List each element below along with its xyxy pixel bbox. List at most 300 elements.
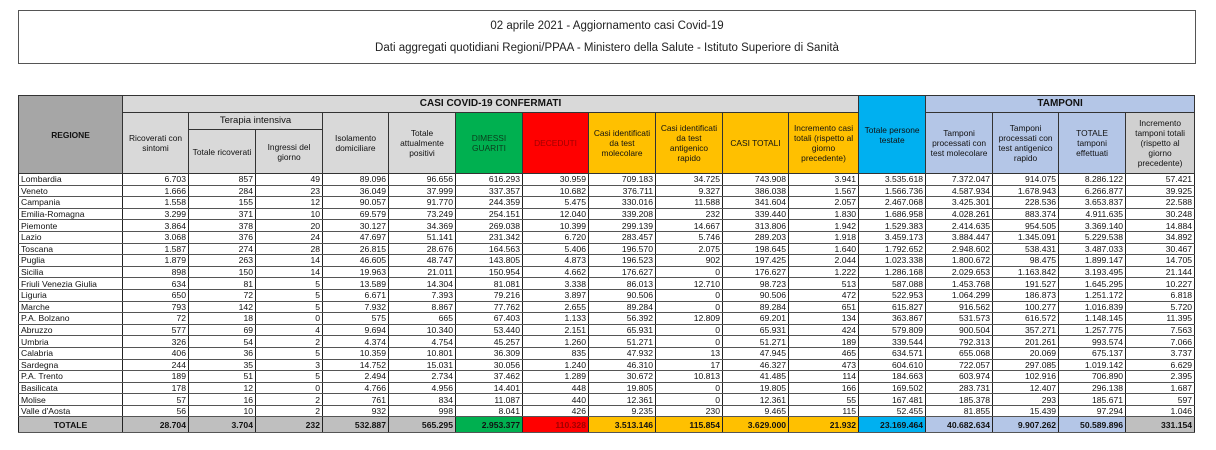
cell-value: 7.066 (1126, 336, 1195, 348)
cell-value: 244.359 (456, 197, 523, 209)
region-name: Toscana (19, 243, 123, 255)
cell-value: 330.016 (589, 197, 656, 209)
cell-value: 189 (123, 371, 189, 383)
report-date-title: 02 aprile 2021 - Aggiornamento casi Covid-19 (490, 20, 724, 32)
cell-value: 57.421 (1126, 174, 1195, 186)
header-casi-confermati: CASI COVID-19 CONFERMATI (123, 96, 859, 113)
cell-value: 232 (656, 208, 723, 220)
cell-value: 2.029.653 (926, 266, 993, 278)
cell-value: 12 (256, 197, 323, 209)
header-totale-tamponi: TOTALE tamponi effettuati (1059, 113, 1126, 174)
cell-value: 4.911.635 (1059, 208, 1126, 220)
cell-value: 424 (789, 324, 859, 336)
cell-value: 531.573 (926, 313, 993, 325)
cell-value: 1.133 (523, 313, 589, 325)
cell-value: 916.562 (926, 301, 993, 313)
cell-value: 5.746 (656, 231, 723, 243)
cell-value: 651 (789, 301, 859, 313)
cell-value: 1.792.652 (859, 243, 926, 255)
cell-value: 20 (256, 220, 323, 232)
cell-value: 12.407 (993, 382, 1059, 394)
cell-value: 9.907.262 (993, 417, 1059, 433)
cell-value: 56 (123, 405, 189, 417)
cell-value: 522.953 (859, 289, 926, 301)
table-row (19, 243, 1195, 255)
cell-value: 10.801 (389, 347, 456, 359)
cell-value: 4.028.261 (926, 208, 993, 220)
cell-value: 857 (189, 174, 256, 186)
cell-value: 6.720 (523, 231, 589, 243)
cell-value: 169.502 (859, 382, 926, 394)
cell-value: 2.044 (789, 255, 859, 267)
cell-value: 67.403 (456, 313, 523, 325)
header-totale-persone-testate: Totale persone testate (859, 96, 926, 174)
table-row (19, 301, 1195, 313)
cell-value: 3.425.301 (926, 197, 993, 209)
cell-value: 178 (123, 382, 189, 394)
cell-value: 722.057 (926, 359, 993, 371)
table-row (19, 336, 1195, 348)
cell-value: 24 (256, 231, 323, 243)
region-name: Calabria (19, 347, 123, 359)
cell-value: 198.645 (723, 243, 789, 255)
cell-value: 73.249 (389, 208, 456, 220)
cell-value: 142 (189, 301, 256, 313)
cell-value: 7.372.047 (926, 174, 993, 186)
table-row (19, 347, 1195, 359)
cell-value: 932 (323, 405, 389, 417)
cell-value: 197.425 (723, 255, 789, 267)
cell-value: 5.406 (523, 243, 589, 255)
cell-value: 96.656 (389, 174, 456, 186)
cell-value: 7.932 (323, 301, 389, 313)
cell-value: 14 (256, 255, 323, 267)
header-tamponi: TAMPONI (926, 96, 1195, 113)
cell-value: 30.127 (323, 220, 389, 232)
cell-value: 12.040 (523, 208, 589, 220)
cell-value: 2.414.635 (926, 220, 993, 232)
cell-value: 186.873 (993, 289, 1059, 301)
cell-value: 166 (789, 382, 859, 394)
cell-value: 21.932 (789, 417, 859, 433)
cell-value: 15.439 (993, 405, 1059, 417)
cell-value: 14.401 (456, 382, 523, 394)
cell-value: 47.945 (723, 347, 789, 359)
cell-value: 41.485 (723, 371, 789, 383)
cell-value: 0 (656, 394, 723, 406)
cell-value: 0 (656, 266, 723, 278)
header-deceduti: DECEDUTI (523, 113, 589, 174)
header-ingressi-giorno: Ingressi del giorno (256, 130, 323, 174)
cell-value: 339.544 (859, 336, 926, 348)
table-row (19, 197, 1195, 209)
cell-value: 16 (189, 394, 256, 406)
cell-value: 2.057 (789, 197, 859, 209)
cell-value: 513 (789, 278, 859, 290)
table-body (19, 174, 1195, 433)
header-tamponi-antigenico: Tamponi processati con test antigenico rapido (993, 113, 1059, 174)
cell-value: 2.151 (523, 324, 589, 336)
cell-value: 5.475 (523, 197, 589, 209)
cell-value: 14.752 (323, 359, 389, 371)
cell-value: 378 (189, 220, 256, 232)
cell-value: 1.645.295 (1059, 278, 1126, 290)
cell-value: 10.682 (523, 185, 589, 197)
cell-value: 1.345.091 (993, 231, 1059, 243)
cell-value: 90.506 (723, 289, 789, 301)
cell-value: 3.513.146 (589, 417, 656, 433)
cell-value: 54 (189, 336, 256, 348)
cell-value: 46.327 (723, 359, 789, 371)
cell-value: 339.440 (723, 208, 789, 220)
cell-value: 1.918 (789, 231, 859, 243)
cell-value: 21.011 (389, 266, 456, 278)
cell-value: 406 (123, 347, 189, 359)
cell-value: 5 (256, 371, 323, 383)
cell-value: 22.588 (1126, 197, 1195, 209)
cell-value: 1.222 (789, 266, 859, 278)
cell-value: 34.892 (1126, 231, 1195, 243)
cell-value: 11.087 (456, 394, 523, 406)
cell-value: 1.529.383 (859, 220, 926, 232)
cell-value: 900.504 (926, 324, 993, 336)
cell-value: 675.137 (1059, 347, 1126, 359)
region-name: Emilia-Romagna (19, 208, 123, 220)
cell-value: 269.038 (456, 220, 523, 232)
cell-value: 228.536 (993, 197, 1059, 209)
cell-value: 577 (123, 324, 189, 336)
cell-value: 5 (256, 301, 323, 313)
cell-value: 604.610 (859, 359, 926, 371)
cell-value: 4.873 (523, 255, 589, 267)
cell-value: 296.138 (1059, 382, 1126, 394)
cell-value: 5 (256, 347, 323, 359)
cell-value: 0 (656, 324, 723, 336)
cell-value: 89.284 (723, 301, 789, 313)
cell-value: 12.361 (723, 394, 789, 406)
cell-value: 52.455 (859, 405, 926, 417)
cell-value: 2.953.377 (456, 417, 523, 433)
cell-value: 1.830 (789, 208, 859, 220)
cell-value: 326 (123, 336, 189, 348)
cell-value: 15.031 (389, 359, 456, 371)
header-casi-molecolare: Casi identificati da test molecolare (589, 113, 656, 174)
region-name: Valle d'Aosta (19, 405, 123, 417)
cell-value: 65.931 (589, 324, 656, 336)
cell-value: 36.049 (323, 185, 389, 197)
cell-value: 28.704 (123, 417, 189, 433)
cell-value: 90.506 (589, 289, 656, 301)
cell-value: 0 (656, 289, 723, 301)
cell-value: 2.494 (323, 371, 389, 383)
totale-row (19, 417, 1195, 433)
region-name: Umbria (19, 336, 123, 348)
cell-value: 40.682.634 (926, 417, 993, 433)
cell-value: 185.378 (926, 394, 993, 406)
cell-value: 231.342 (456, 231, 523, 243)
cell-value: 1.899.147 (1059, 255, 1126, 267)
cell-value: 9.694 (323, 324, 389, 336)
region-name: Marche (19, 301, 123, 313)
cell-value: 603.974 (926, 371, 993, 383)
cell-value: 6.818 (1126, 289, 1195, 301)
cell-value: 597 (1126, 394, 1195, 406)
cell-value: 11.395 (1126, 313, 1195, 325)
cell-value: 114 (789, 371, 859, 383)
region-name: Veneto (19, 185, 123, 197)
cell-value: 19.805 (723, 382, 789, 394)
table-row (19, 289, 1195, 301)
cell-value: 23.169.464 (859, 417, 926, 433)
table-row (19, 185, 1195, 197)
cell-value: 426 (523, 405, 589, 417)
cell-value: 665 (389, 313, 456, 325)
cell-value: 36 (189, 347, 256, 359)
cell-value: 34.725 (656, 174, 723, 186)
header-tamponi-molecolare: Tamponi processati con test molecolare (926, 113, 993, 174)
cell-value: 65.931 (723, 324, 789, 336)
cell-value: 376 (189, 231, 256, 243)
cell-value: 39.925 (1126, 185, 1195, 197)
cell-value: 89.096 (323, 174, 389, 186)
cell-value: 363.867 (859, 313, 926, 325)
cell-value: 3.737 (1126, 347, 1195, 359)
cell-value: 7.393 (389, 289, 456, 301)
cell-value: 2.075 (656, 243, 723, 255)
cell-value: 284 (189, 185, 256, 197)
cell-value: 115.854 (656, 417, 723, 433)
cell-value: 341.604 (723, 197, 789, 209)
cell-value: 10.813 (656, 371, 723, 383)
cell-value: 2 (256, 405, 323, 417)
cell-value: 115 (789, 405, 859, 417)
cell-value: 1.251.172 (1059, 289, 1126, 301)
cell-value: 473 (789, 359, 859, 371)
cell-value: 1.678.943 (993, 185, 1059, 197)
cell-value: 13 (656, 347, 723, 359)
cell-value: 143.805 (456, 255, 523, 267)
header-incremento-casi: Incremento casi totali (rispetto al giorno precedente) (789, 113, 859, 174)
cell-value: 616.572 (993, 313, 1059, 325)
cell-value: 244 (123, 359, 189, 371)
cell-value: 3.884.447 (926, 231, 993, 243)
cell-value: 1.240 (523, 359, 589, 371)
header-casi-totali: CASI TOTALI (723, 113, 789, 174)
cell-value: 1.016.839 (1059, 301, 1126, 313)
cell-value: 8.286.122 (1059, 174, 1126, 186)
cell-value: 3.369.140 (1059, 220, 1126, 232)
table-row (19, 324, 1195, 336)
cell-value: 532.887 (323, 417, 389, 433)
cell-value: 8.867 (389, 301, 456, 313)
cell-value: 339.208 (589, 208, 656, 220)
cell-value: 1.800.672 (926, 255, 993, 267)
table-row (19, 394, 1195, 406)
cell-value: 615.827 (859, 301, 926, 313)
cell-value: 3.941 (789, 174, 859, 186)
cell-value: 793 (123, 301, 189, 313)
region-name: Friuli Venezia Giulia (19, 278, 123, 290)
cell-value: 3.193.495 (1059, 266, 1126, 278)
cell-value: 13.589 (323, 278, 389, 290)
header-totale-ricoverati: Totale ricoverati (189, 130, 256, 174)
cell-value: 12.710 (656, 278, 723, 290)
cell-value: 72 (189, 289, 256, 301)
cell-value: 14.705 (1126, 255, 1195, 267)
cell-value: 297.085 (993, 359, 1059, 371)
cell-value: 1.558 (123, 197, 189, 209)
cell-value: 835 (523, 347, 589, 359)
cell-value: 5 (256, 278, 323, 290)
cell-value: 0 (656, 382, 723, 394)
cell-value: 91.770 (389, 197, 456, 209)
cell-value: 14.884 (1126, 220, 1195, 232)
table-row (19, 208, 1195, 220)
cell-value: 30.248 (1126, 208, 1195, 220)
cell-value: 2.395 (1126, 371, 1195, 383)
cell-value: 6.266.877 (1059, 185, 1126, 197)
cell-value: 4.766 (323, 382, 389, 394)
cell-value: 46.605 (323, 255, 389, 267)
cell-value: 3.897 (523, 289, 589, 301)
cell-value: 19.805 (589, 382, 656, 394)
cell-value: 274 (189, 243, 256, 255)
table-row (19, 231, 1195, 243)
cell-value: 21.144 (1126, 266, 1195, 278)
cell-value: 1.046 (1126, 405, 1195, 417)
region-name: P.A. Trento (19, 371, 123, 383)
cell-value: 10.227 (1126, 278, 1195, 290)
cell-value: 81.855 (926, 405, 993, 417)
cell-value: 81 (189, 278, 256, 290)
region-name: Molise (19, 394, 123, 406)
region-name: Sicilia (19, 266, 123, 278)
cell-value: 1.942 (789, 220, 859, 232)
cell-value: 357.271 (993, 324, 1059, 336)
header-terapia-intensiva: Terapia intensiva (189, 113, 323, 130)
cell-value: 4 (256, 324, 323, 336)
cell-value: 2.948.602 (926, 243, 993, 255)
cell-value: 655.068 (926, 347, 993, 359)
cell-value: 293 (993, 394, 1059, 406)
cell-value: 6.629 (1126, 359, 1195, 371)
table-row (19, 313, 1195, 325)
region-name: Basilicata (19, 382, 123, 394)
cell-value: 2 (256, 336, 323, 348)
table-row (19, 359, 1195, 371)
cell-value: 9.327 (656, 185, 723, 197)
cell-value: 4.754 (389, 336, 456, 348)
cell-value: 191.527 (993, 278, 1059, 290)
cell-value: 565.295 (389, 417, 456, 433)
region-name: Lazio (19, 231, 123, 243)
cell-value: 3.068 (123, 231, 189, 243)
cell-value: 2.467.068 (859, 197, 926, 209)
cell-value: 230 (656, 405, 723, 417)
cell-value: 167.481 (859, 394, 926, 406)
cell-value: 8.041 (456, 405, 523, 417)
cell-value: 89.284 (589, 301, 656, 313)
cell-value: 1.286.168 (859, 266, 926, 278)
cell-value: 46.310 (589, 359, 656, 371)
cell-value: 1.686.958 (859, 208, 926, 220)
cell-value: 176.627 (723, 266, 789, 278)
cell-value: 30.959 (523, 174, 589, 186)
cell-value: 77.762 (456, 301, 523, 313)
header-casi-antigenico: Casi identificati da test antigenico rapido (656, 113, 723, 174)
cell-value: 150.954 (456, 266, 523, 278)
cell-value: 3.459.173 (859, 231, 926, 243)
cell-value: 283.731 (926, 382, 993, 394)
cell-value: 1.260 (523, 336, 589, 348)
cell-value: 51.271 (589, 336, 656, 348)
cell-value: 650 (123, 289, 189, 301)
cell-value: 2 (256, 394, 323, 406)
cell-value: 954.505 (993, 220, 1059, 232)
cell-value: 1.587 (123, 243, 189, 255)
cell-value: 185.671 (1059, 394, 1126, 406)
region-name: Campania (19, 197, 123, 209)
cell-value: 26.815 (323, 243, 389, 255)
cell-value: 69.579 (323, 208, 389, 220)
cell-value: 3.487.033 (1059, 243, 1126, 255)
cell-value: 51 (189, 371, 256, 383)
table-row (19, 266, 1195, 278)
cell-value: 883.374 (993, 208, 1059, 220)
cell-value: 79.216 (456, 289, 523, 301)
cell-value: 376.711 (589, 185, 656, 197)
cell-value: 6.703 (123, 174, 189, 186)
cell-value: 3.338 (523, 278, 589, 290)
cell-value: 0 (256, 313, 323, 325)
cell-value: 9.235 (589, 405, 656, 417)
cell-value: 2.655 (523, 301, 589, 313)
cell-value: 709.183 (589, 174, 656, 186)
cell-value: 18 (189, 313, 256, 325)
cell-value: 465 (789, 347, 859, 359)
cell-value: 1.666 (123, 185, 189, 197)
cell-value: 14 (256, 266, 323, 278)
cell-value: 1.163.842 (993, 266, 1059, 278)
header-incremento-tamponi: Incremento tamponi totali (rispetto al giorno precedente) (1126, 113, 1195, 174)
cell-value: 4.374 (323, 336, 389, 348)
cell-value: 176.627 (589, 266, 656, 278)
cell-value: 299.139 (589, 220, 656, 232)
cell-value: 10.359 (323, 347, 389, 359)
cell-value: 98.723 (723, 278, 789, 290)
cell-value: 14.667 (656, 220, 723, 232)
cell-value: 289.203 (723, 231, 789, 243)
cell-value: 914.075 (993, 174, 1059, 186)
cell-value: 1.064.299 (926, 289, 993, 301)
cell-value: 196.523 (589, 255, 656, 267)
cell-value: 232 (256, 417, 323, 433)
table-row (19, 278, 1195, 290)
cell-value: 448 (523, 382, 589, 394)
cell-value: 53.440 (456, 324, 523, 336)
cell-value: 587.088 (859, 278, 926, 290)
cell-value: 2.734 (389, 371, 456, 383)
cell-value: 5.229.538 (1059, 231, 1126, 243)
cell-value: 35 (189, 359, 256, 371)
cell-value: 20.069 (993, 347, 1059, 359)
cell-value: 1.148.145 (1059, 313, 1126, 325)
cell-value: 0 (656, 336, 723, 348)
cell-value: 371 (189, 208, 256, 220)
cell-value: 5.720 (1126, 301, 1195, 313)
cell-value: 97.294 (1059, 405, 1126, 417)
cell-value: 1.566.736 (859, 185, 926, 197)
